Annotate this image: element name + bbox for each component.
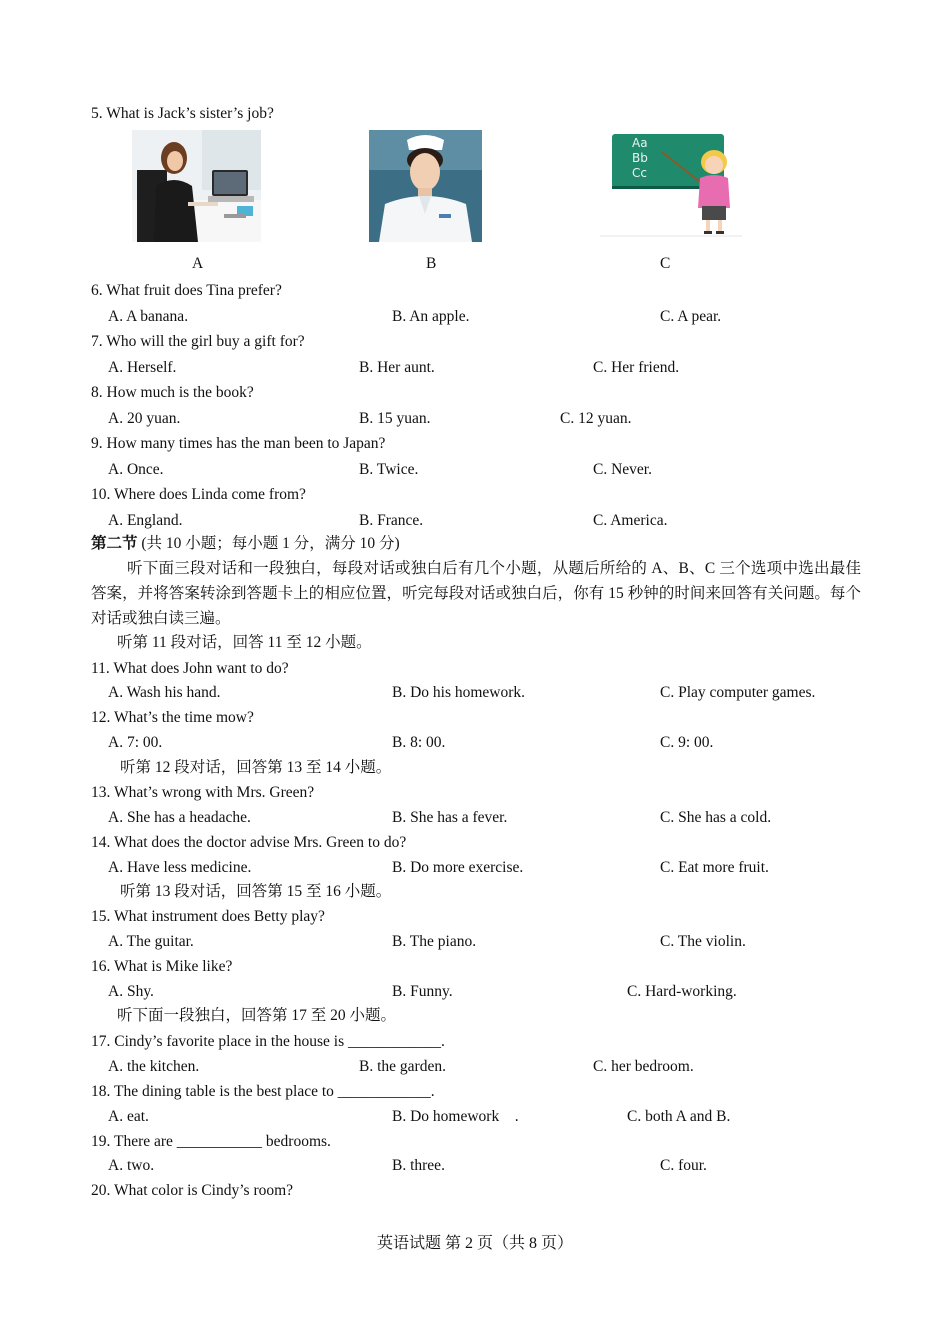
question-8: 8. How much is the book? <box>91 384 254 401</box>
option-13a: A. She has a headache. <box>108 809 251 826</box>
pic-label-c: C <box>660 255 671 272</box>
option-17b: B. the garden. <box>359 1058 446 1075</box>
option-14b: B. Do more exercise. <box>392 859 524 876</box>
option-10c: C. America. <box>593 512 668 529</box>
option-8b: B. 15 yuan. <box>359 410 431 427</box>
option-15a: A. The guitar. <box>108 933 194 950</box>
option-13c: C. She has a cold. <box>660 809 772 826</box>
option-9b: B. Twice. <box>359 461 419 478</box>
question-18: 18. The dining table is the best place to ____________. <box>91 1083 435 1100</box>
option-16c: C. Hard-working. <box>627 983 737 1000</box>
board-letters-3: Cc <box>632 166 647 180</box>
option-18c: C. both A and B. <box>627 1108 731 1125</box>
option-7a: A. Herself. <box>108 359 177 376</box>
question-9: 9. How many times has the man been to Japan? <box>91 435 386 452</box>
option-16b: B. Funny. <box>392 983 453 1000</box>
monologue-intro: 听下面一段独白，回答第 17 至 20 小题。 <box>117 1007 397 1024</box>
option-9a: A. Once. <box>108 461 164 478</box>
office-worker-image <box>132 130 261 242</box>
option-16a: A. Shy. <box>108 983 154 1000</box>
option-17c: C. her bedroom. <box>593 1058 694 1075</box>
option-12c: C. 9: 00. <box>660 734 714 751</box>
section-2-header <box>91 534 400 554</box>
dialogue-11-intro: 听第 11 段对话，回答 11 至 12 小题。 <box>117 634 372 651</box>
section-2-note: (共 10 小题；每小题 1 分，满分 10 分) <box>141 535 400 552</box>
option-6b: B. An apple. <box>392 308 470 325</box>
question-11: 11. What does John want to do? <box>91 660 289 677</box>
nurse-image <box>369 130 482 242</box>
option-10a: A. England. <box>108 512 183 529</box>
question-14: 14. What does the doctor advise Mrs. Green to do? <box>91 834 407 851</box>
section-2-instructions: 听下面三段对话和一段独白，每段对话或独白后有几个小题，从题后所给的 A、B、C 三个选项中选出最佳答案，并将答案转涂到答题卡上的相应位置，听完每段对话或独白后，你有 15 秒钟的时间来回答有关问题。每个对话或独白读三遍。 <box>91 560 861 627</box>
question-12: 12. What’s the time mow? <box>91 709 254 726</box>
option-9c: C. Never. <box>593 461 652 478</box>
pic-label-a: A <box>192 255 204 272</box>
option-12b: B. 8: 00. <box>392 734 446 751</box>
question-10: 10. Where does Linda come from? <box>91 486 306 503</box>
option-12a: A. 7: 00. <box>108 734 163 751</box>
option-6c: C. A pear. <box>660 308 722 325</box>
option-18a: A. eat. <box>108 1108 149 1125</box>
section-2-title: 第二节 <box>91 535 138 552</box>
option-11a: A. Wash his hand. <box>108 684 221 701</box>
question-15: 15. What instrument does Betty play? <box>91 908 325 925</box>
question-19: 19. There are ___________ bedrooms. <box>91 1133 331 1150</box>
option-11b: B. Do his homework. <box>392 684 526 701</box>
option-6a: A. A banana. <box>108 308 189 325</box>
option-10b: B. France. <box>359 512 424 529</box>
question-7: 7. Who will the girl buy a gift for? <box>91 333 305 350</box>
option-7b: B. Her aunt. <box>359 359 435 376</box>
option-7c: C. Her friend. <box>593 359 680 376</box>
question-6: 6. What fruit does Tina prefer? <box>91 282 282 299</box>
option-19a: A. two. <box>108 1157 155 1174</box>
option-8c: C. 12 yuan. <box>560 410 632 427</box>
option-15b: B. The piano. <box>392 933 477 950</box>
question-13: 13. What’s wrong with Mrs. Green? <box>91 784 315 801</box>
option-13b: B. She has a fever. <box>392 809 508 826</box>
board-letters-2: Bb <box>632 151 648 165</box>
page-footer: 英语试题 第 2 页（共 8 页） <box>376 1235 573 1252</box>
board-letters-1: Aa <box>632 136 648 150</box>
option-14a: A. Have less medicine. <box>108 859 252 876</box>
question-20: 20. What color is Cindy’s room? <box>91 1182 294 1199</box>
option-17a: A. the kitchen. <box>108 1058 200 1075</box>
option-18b: B. Do homework . <box>392 1108 519 1125</box>
question-17: 17. Cindy’s favorite place in the house is ____________. <box>91 1033 445 1050</box>
pic-label-b: B <box>426 255 437 272</box>
option-19c: C. four. <box>660 1157 707 1174</box>
option-8a: A. 20 yuan. <box>108 410 181 427</box>
question-16: 16. What is Mike like? <box>91 958 233 975</box>
option-15c: C. The violin. <box>660 933 746 950</box>
question-5: 5. What is Jack’s sister’s job? <box>91 105 274 122</box>
option-11c: C. Play computer games. <box>660 684 816 701</box>
teacher-cartoon-image <box>600 130 742 242</box>
dialogue-13-intro: 听第 13 段对话，回答第 15 至 16 小题。 <box>120 883 392 900</box>
dialogue-12-intro: 听第 12 段对话，回答第 13 至 14 小题。 <box>120 759 392 776</box>
option-19b: B. three. <box>392 1157 445 1174</box>
option-14c: C. Eat more fruit. <box>660 859 769 876</box>
